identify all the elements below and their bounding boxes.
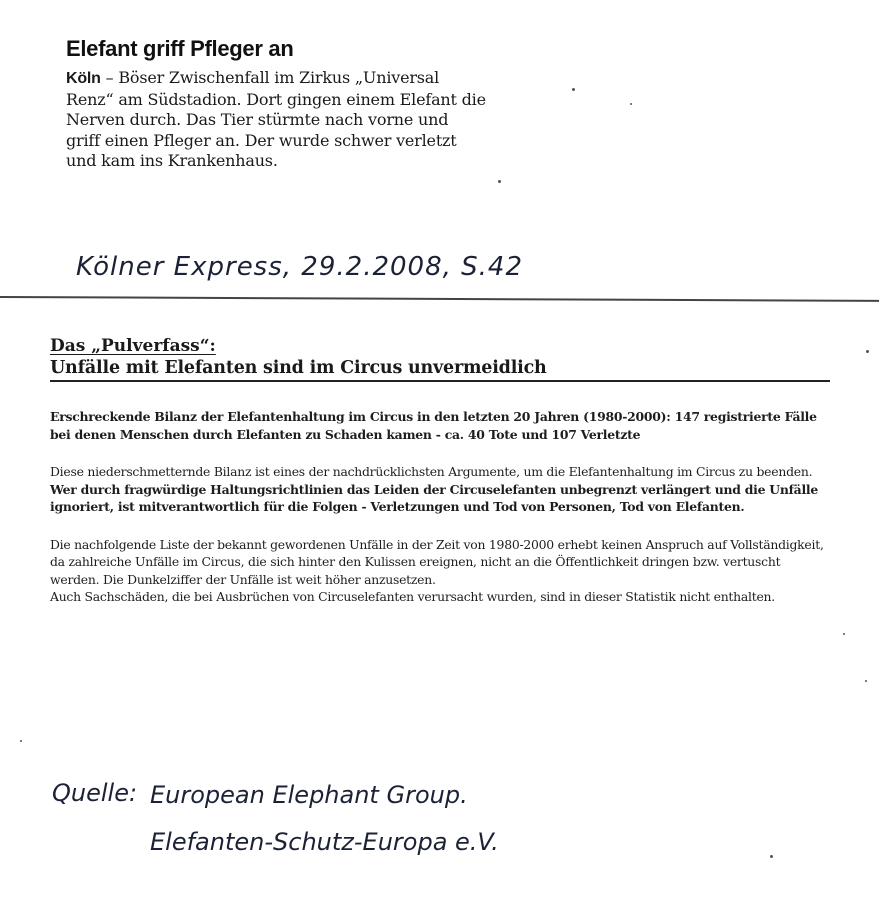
- handwritten-citation: Kölner Express, 29.2.2008, S.42: [76, 252, 524, 282]
- section-title: Das „Pulverfass“:: [50, 336, 216, 356]
- scan-speck: [630, 103, 632, 105]
- scan-speck: [866, 350, 869, 353]
- paragraph-list-note: Die nachfolgende Liste der bekannt gewordenen Unfälle in der Zeit von 1980-2000 erhebt keinen Anspruch auf Vollständigkeit, da zahlreiche Unfälle im Circus, die sich hinter den Kulissen ereignen, nicht an die Öffentlichkeit dringen bzw. vertuscht werden. Die Dunkelziffer der Unfälle ist weit höher anzusetzen.: [50, 536, 824, 587]
- article-body: – Böser Zwischenfall im Zirkus „Universal Renz“ am Südstadion. Dort gingen einem Elefant die Nerven durch. Das Tier stürmte nach vorne und griff einen Pfleger an. Der wurde schwer verletzt und kam ins Krankenhaus.: [66, 68, 486, 170]
- handwritten-source-line-2: Elefanten-Schutz-Europa e.V.: [150, 828, 499, 856]
- section-subtitle: Unfälle mit Elefanten sind im Circus unvermeidlich: [50, 358, 830, 382]
- scan-speck: [498, 180, 501, 183]
- scan-speck: [572, 88, 575, 91]
- paragraph-responsibility: Wer durch fragwürdige Haltungsrichtlinien das Leiden der Circuselefanten unbegrenzt verlängert und die Unfälle ignoriert, ist mitverantwortlich für die Folgen - Verletzungen und Tod von Personen, Tod von Elefanten.: [50, 481, 819, 514]
- scan-speck: [865, 680, 867, 682]
- paragraph-damages: Auch Sachschäden, die bei Ausbrüchen von Circuselefanten verursacht wurden, sind in dieser Statistik nicht enthalten.: [50, 589, 775, 604]
- handwritten-source-line-1: European Elephant Group.: [150, 781, 468, 809]
- paragraph-argument: Diese niederschmetternde Bilanz ist eines der nachdrücklichsten Argumente, um die Elefantenhaltung im Circus zu beenden.: [50, 464, 813, 479]
- scan-speck: [843, 633, 845, 635]
- article-text: [66, 68, 486, 172]
- article-city: Köln: [66, 70, 101, 87]
- handwritten-source-label: Quelle:: [52, 779, 138, 807]
- paragraph-bilanz: Erschreckende Bilanz der Elefantenhaltung im Circus in den letzten 20 Jahren (1980-2000): 147 registrierte Fälle bei denen Menschen durch Elefanten zu Schaden kamen - ca. 40 Tote und 107 Verletzte: [50, 409, 817, 442]
- scan-speck: [20, 740, 22, 742]
- clipping-cut-line: [0, 296, 879, 302]
- headline: Elefant griff Pfleger an: [66, 36, 294, 61]
- clipping-express: [66, 36, 486, 172]
- clipping-pulverfass: [50, 336, 830, 606]
- scan-speck: [770, 855, 773, 858]
